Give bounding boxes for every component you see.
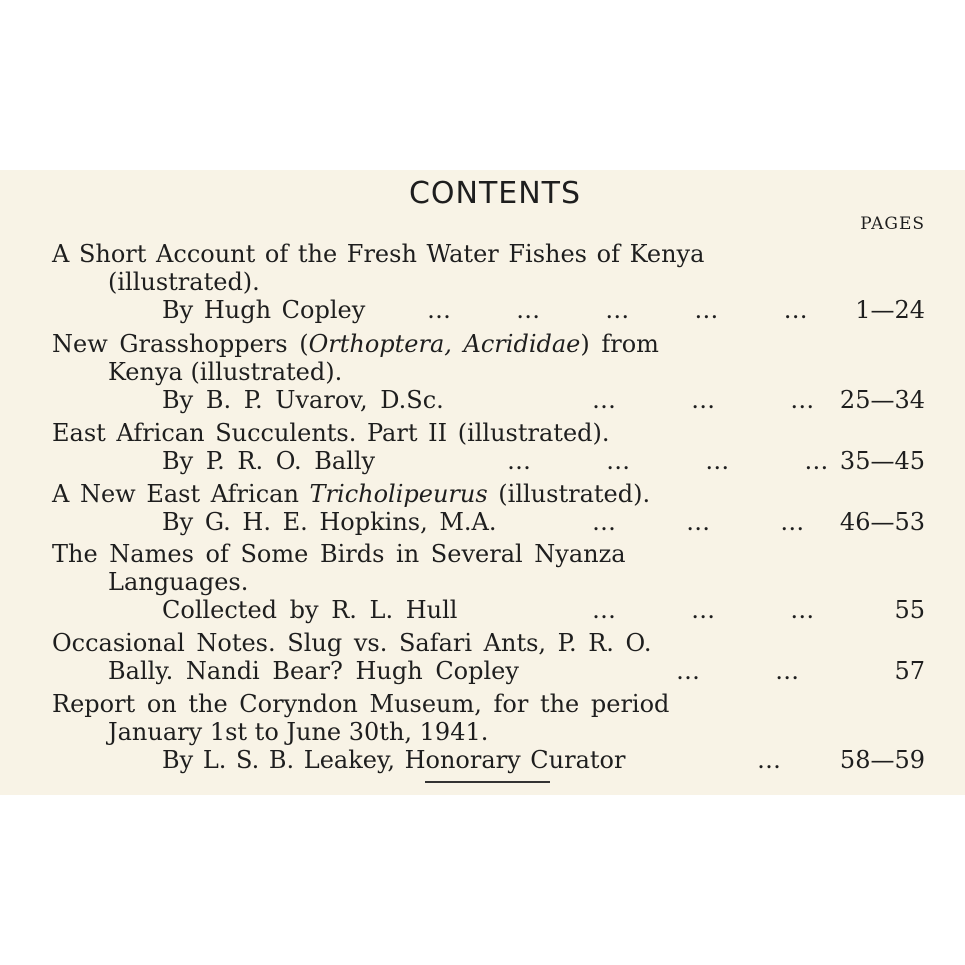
entry-1-author: By Hugh Copley (162, 296, 366, 324)
entry-1-title-cont: (illustrated). (108, 268, 260, 296)
entry-3-byline (162, 447, 831, 475)
entry-7-title: Report on the Coryndon Museum, for the period (52, 690, 670, 718)
entry-3-pages: 35—45 (839, 447, 925, 475)
closing-rule (425, 781, 550, 783)
entry-2-title: New Grasshoppers (Orthoptera, Acrididae) from (52, 330, 659, 358)
page-title: CONTENTS (408, 176, 582, 211)
entry-6-title-cont (108, 657, 802, 685)
entry-6-author: Bally. Nandi Bear? Hugh Copley (108, 657, 519, 685)
entry-6-leader-dots: … … (676, 657, 802, 685)
entry-7-author: By L. S. B. Leakey, Honorary Curator (162, 746, 626, 774)
entry-3-leader-dots: … … … … (507, 447, 831, 475)
entry-7-leader-dots: … (757, 746, 783, 774)
pages-column-header: PAGES (860, 214, 925, 234)
entry-3-author: By P. R. O. Bally (162, 447, 376, 475)
entry-4-title: A New East African Tricholipeurus (illustrated). (52, 480, 651, 508)
entry-4-pages: 46—53 (839, 508, 925, 536)
entry-7-title-cont: January 1st to June 30th, 1941. (108, 718, 489, 746)
entry-6-pages: 57 (894, 657, 925, 685)
entry-5-byline (162, 596, 817, 624)
entry-1-byline (162, 296, 810, 324)
entry-4-byline (162, 508, 807, 536)
entry-5-title-cont: Languages. (108, 568, 249, 596)
entry-1-leader-dots: … … … … … (427, 296, 810, 324)
entry-1-pages: 1—24 (855, 296, 925, 324)
entry-4-leader-dots: … … … (592, 508, 807, 536)
entry-2-title-cont: Kenya (illustrated). (108, 358, 343, 386)
entry-2-author: By B. P. Uvarov, D.Sc. (162, 386, 444, 414)
entry-1-title: A Short Account of the Fresh Water Fishes of Kenya (52, 240, 705, 268)
entry-5-author: Collected by R. L. Hull (162, 596, 458, 624)
entry-7-pages: 58—59 (839, 746, 925, 774)
entry-4-author: By G. H. E. Hopkins, M.A. (162, 508, 497, 536)
entry-2-title-italic: Orthoptera, Acrididae (308, 330, 581, 358)
entry-2-pages: 25—34 (839, 386, 925, 414)
entry-5-title: The Names of Some Birds in Several Nyanza (52, 540, 626, 568)
entry-6-title: Occasional Notes. Slug vs. Safari Ants, P. R. O. (52, 629, 652, 657)
entry-2-byline (162, 386, 817, 414)
entry-4-title-italic: Tricholipeurus (309, 480, 488, 508)
entry-5-pages: 55 (894, 596, 925, 624)
entry-2-leader-dots: … … … (592, 386, 817, 414)
entry-7-byline (162, 746, 783, 774)
entry-3-title: East African Succulents. Part II (illustrated). (52, 419, 610, 447)
entry-5-leader-dots: … … … (592, 596, 817, 624)
